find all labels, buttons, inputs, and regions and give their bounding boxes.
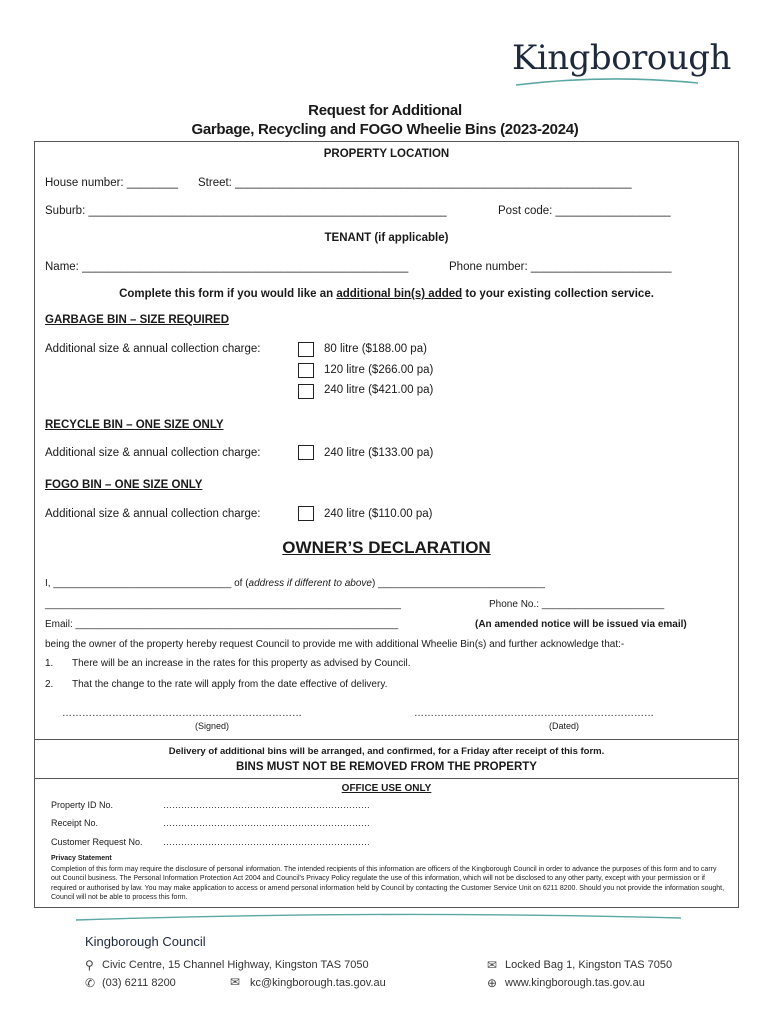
globe-icon: ⊕ bbox=[487, 976, 498, 990]
recycle-label: Additional size & annual collection charge: bbox=[45, 447, 261, 459]
owner-address-field[interactable]: ________________________________________________________________ bbox=[45, 599, 401, 610]
delivery-note: Delivery of additional bins will be arranged, and confirmed, for a Friday after receipt of this form. bbox=[168, 746, 605, 757]
receipt-no-label: Receipt No. bbox=[51, 818, 99, 828]
bins-warning: BINS MUST NOT BE REMOVED FROM THE PROPERTY bbox=[236, 761, 537, 773]
owner-name-text: I, ________________________________ of ( bbox=[45, 578, 249, 589]
garbage-120-checkbox[interactable] bbox=[298, 363, 314, 378]
email-icon: ✉ bbox=[230, 975, 241, 989]
owners-declaration-heading: OWNER’S DECLARATION bbox=[282, 538, 491, 557]
footer-org-name: Kingborough Council bbox=[85, 934, 206, 949]
declaration-statement: being the owner of the property hereby request Council to provide me with additional Wheelie Bin(s) and further acknowledge that:- bbox=[45, 639, 625, 650]
intro-emphasis: additional bin(s) added bbox=[336, 288, 463, 300]
garbage-240-option: 240 litre ($421.00 pa) bbox=[324, 384, 434, 396]
divider-declaration bbox=[34, 739, 739, 740]
office-use-heading: OFFICE USE ONLY bbox=[341, 783, 432, 794]
privacy-statement: Completion of this form may require the disclosure of personal information. The intended recipients of this information are officers of the Kingborough Council in order to advance the purposes of this form and to carry out Council business. The Personal Information Protection Act 2004 and Council's Privacy Policy regulate the use of this information, which will not be disclosed to any other party, except with your permission or if required or authorised by law. You may make application to access or amend personal information held by Council by contacting the Customer Service Unit on 6211 8200. Should you not provide the information sought, Council will not be able to process this form. bbox=[51, 866, 725, 902]
garbage-80-option: 80 litre ($188.00 pa) bbox=[324, 343, 427, 355]
signature-line[interactable]: ……………………………………………………………… bbox=[62, 708, 302, 719]
kingborough-logo bbox=[512, 38, 731, 88]
phone-icon: ✆ bbox=[85, 976, 96, 990]
property-id-label: Property ID No. bbox=[51, 800, 114, 810]
postcode-field[interactable]: Post code: __________________ bbox=[498, 205, 671, 217]
street-field[interactable]: Street: ______________________________________________________________ bbox=[198, 177, 632, 189]
fogo-heading: FOGO BIN – ONE SIZE ONLY bbox=[45, 479, 203, 491]
garbage-240-checkbox[interactable] bbox=[298, 384, 314, 399]
owner-email-field[interactable]: Email: __________________________________________________________ bbox=[45, 619, 399, 630]
tenant-heading: TENANT (if applicable) bbox=[324, 232, 449, 244]
tenant-name-field[interactable]: Name: ___________________________________________________ bbox=[45, 261, 409, 273]
customer-request-dots[interactable]: …………………………………………………………… bbox=[163, 837, 370, 847]
form-title-line2: Garbage, Recycling and FOGO Wheelie Bins (2023-2024) bbox=[191, 121, 579, 138]
suburb-field[interactable]: Suburb: ________________________________________________________ bbox=[45, 205, 447, 217]
garbage-120-option: 120 litre ($266.00 pa) bbox=[324, 364, 434, 376]
mail-icon: ✉ bbox=[487, 958, 498, 972]
intro-sentence bbox=[34, 288, 739, 300]
item1-text: There will be an increase in the rates for this property as advised by Council. bbox=[72, 658, 411, 669]
owner-address-text: ) ______________________________ bbox=[371, 578, 545, 589]
item1-number: 1. bbox=[45, 658, 54, 669]
footer-phone: (03) 6211 8200 bbox=[102, 977, 176, 989]
logo-swoosh-icon bbox=[512, 76, 702, 88]
fogo-240-checkbox[interactable] bbox=[298, 506, 314, 521]
tenant-phone-field[interactable]: Phone number: ______________________ bbox=[449, 261, 672, 273]
divider-office bbox=[34, 778, 739, 779]
item2-number: 2. bbox=[45, 679, 54, 690]
location-icon: ⚲ bbox=[85, 958, 94, 972]
recycle-heading: RECYCLE BIN – ONE SIZE ONLY bbox=[45, 419, 224, 431]
footer-website[interactable]: www.kingborough.tas.gov.au bbox=[505, 977, 645, 989]
receipt-no-dots[interactable]: …………………………………………………………… bbox=[163, 818, 370, 828]
owner-address-hint: address if different to above bbox=[248, 578, 372, 589]
recycle-240-option: 240 litre ($133.00 pa) bbox=[324, 447, 434, 459]
footer-postal: Locked Bag 1, Kingston TAS 7050 bbox=[505, 959, 673, 971]
logo-text: Kingborough bbox=[512, 38, 731, 78]
house-number-field[interactable]: House number: ________ bbox=[45, 177, 178, 189]
garbage-label: Additional size & annual collection charge: bbox=[45, 343, 261, 355]
intro-prefix: Complete this form if you would like an bbox=[119, 288, 337, 300]
footer-email[interactable]: kc@kingborough.tas.gov.au bbox=[250, 977, 386, 989]
intro-suffix: to your existing collection service. bbox=[462, 288, 654, 300]
fogo-240-option: 240 litre ($110.00 pa) bbox=[324, 508, 433, 520]
garbage-heading: GARBAGE BIN – SIZE REQUIRED bbox=[45, 314, 230, 326]
form-title-line1: Request for Additional bbox=[308, 102, 462, 119]
footer-swoosh-icon bbox=[76, 912, 681, 924]
owner-phone-field[interactable]: Phone No.: ______________________ bbox=[489, 599, 665, 610]
property-location-heading: PROPERTY LOCATION bbox=[323, 148, 450, 160]
recycle-240-checkbox[interactable] bbox=[298, 445, 314, 460]
footer-address: Civic Centre, 15 Channel Highway, Kingston TAS 7050 bbox=[102, 959, 369, 971]
dated-caption: (Dated) bbox=[548, 721, 579, 731]
date-line[interactable]: ……………………………………………………………… bbox=[414, 708, 654, 719]
fogo-label: Additional size & annual collection charge: bbox=[45, 508, 261, 520]
email-note: (An amended notice will be issued via email) bbox=[475, 619, 687, 630]
owner-name-field[interactable] bbox=[45, 578, 545, 589]
item2-text: That the change to the rate will apply from the date effective of delivery. bbox=[72, 679, 388, 690]
privacy-heading: Privacy Statement bbox=[51, 855, 112, 862]
signed-caption: (Signed) bbox=[194, 721, 230, 731]
garbage-80-checkbox[interactable] bbox=[298, 342, 314, 357]
property-id-dots[interactable]: …………………………………………………………… bbox=[163, 800, 370, 810]
customer-request-label: Customer Request No. bbox=[51, 837, 143, 847]
